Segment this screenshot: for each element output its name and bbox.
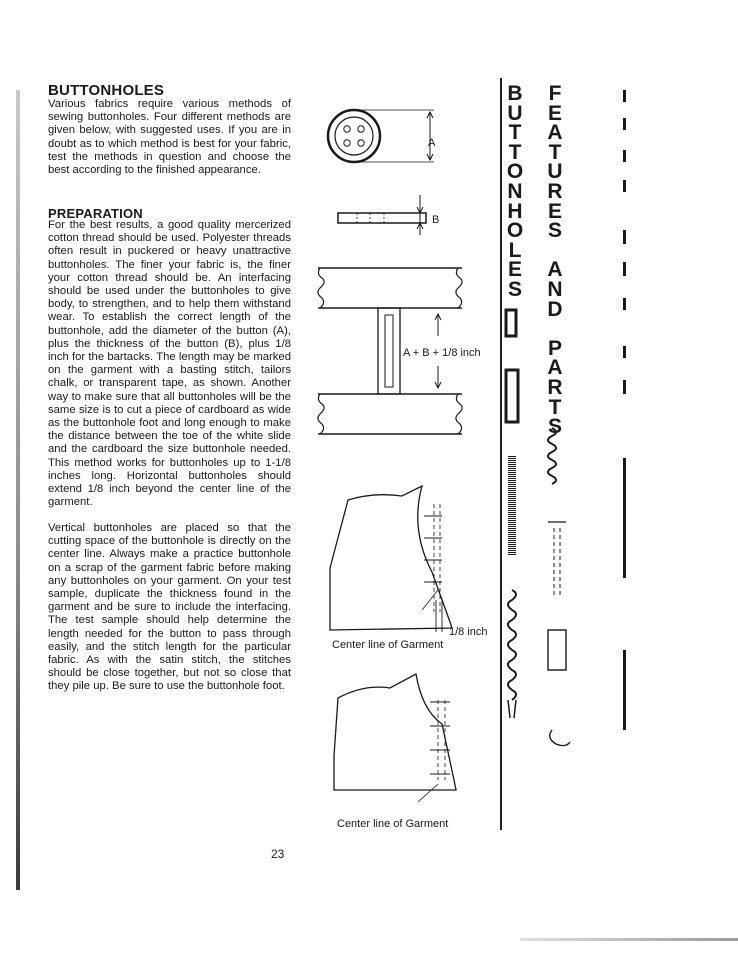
tab-letter: U bbox=[547, 160, 563, 184]
edge-mark bbox=[623, 90, 626, 102]
tab-letter: N bbox=[547, 277, 563, 301]
subsection-title: PREPARATION bbox=[48, 206, 143, 221]
label-b: B bbox=[432, 214, 440, 226]
tab-letter: R bbox=[547, 375, 563, 399]
tab-letter: T bbox=[548, 140, 562, 164]
tab-letter: S bbox=[547, 415, 562, 439]
garment-horizontal-drawing bbox=[330, 486, 452, 632]
tab-letter: R bbox=[547, 179, 563, 203]
tab-letter: T bbox=[508, 140, 522, 164]
tab-buttonholes bbox=[505, 84, 525, 300]
buttonhole-illustration bbox=[312, 100, 497, 820]
edge-mark bbox=[623, 262, 626, 276]
tab-letter: O bbox=[506, 219, 524, 243]
tab-letter: N bbox=[507, 179, 523, 203]
tab-letter: B bbox=[507, 82, 523, 105]
tab-letter: S bbox=[507, 277, 522, 301]
tab-letter: T bbox=[548, 395, 562, 419]
edge-mark bbox=[623, 346, 626, 358]
vertical-paragraph: Vertical buttonholes are placed so that the cutting space of the buttonhole is directly on the center line. Always make a practice buttonhole on a scrap of the garment fabric before making any buttonholes on your garment. On your test sample, duplicate the thickness found in the garment and be sure to include the interfacing. The test sample should help determine the length needed for the button to pass through easily, and the stitch length for the particular fabric. As with the satin stitch, the stitches should be close together, but not so close that they pile up. Be sure to use the buttonhole foot. bbox=[48, 522, 291, 693]
tab-letter: A bbox=[547, 121, 563, 145]
section-title: BUTTONHOLES bbox=[48, 82, 165, 99]
binding-edge bbox=[16, 90, 20, 890]
edge-mark bbox=[623, 118, 626, 130]
button-side-drawing bbox=[338, 195, 426, 235]
preparation-paragraph: For the best results, a good quality mercerized cotton thread should be used. Polyester threads often result in puckered or heavy unattractive buttonholes. The finer your fabric is, the finer your cotton thread should be. An interfacing should be used under the buttonholes to give body, to strengthen, and to help them withstand wear. To establish the correct length of the buttonhole, add the diameter of the button (A), plus the thickness of the button (B), plus 1/8 inch for the bartacks. The length may be marked on the garment with a basting stitch, tailors chalk, or transparent tape, as shown. Another way to make sure that all buttonholes will be the same size is to cut a piece of cardboard as wide as the buttonhole foot and long enough to make the distance between the toe of the white slide and the cardboard the size buttonhole needed. This method works for buttonholes up to 1-1/8 inches long. Horizontal buttonholes should extend 1/8 inch beyond the center line of the garment. bbox=[48, 219, 291, 509]
tab-letter: E bbox=[547, 199, 562, 223]
tab-letter: D bbox=[547, 297, 563, 321]
garment-vertical-drawing bbox=[334, 674, 456, 802]
label-eighth-inch: 1/8 inch bbox=[449, 626, 488, 638]
label-formula: A + B + 1/8 inch bbox=[403, 347, 481, 359]
tab-letter: P bbox=[547, 336, 562, 360]
page-edge-shadow bbox=[520, 938, 738, 941]
tab-letter: T bbox=[508, 121, 522, 145]
tab-letter: S bbox=[547, 219, 562, 243]
intro-paragraph: Various fabrics require various methods of sewing buttonholes. Four different methods are given below, with suggested uses. If you are in doubt as to which method is best for your fabric, test the methods in question and choose the best according to the finished appearance. bbox=[48, 98, 291, 177]
label-a: A bbox=[428, 137, 436, 149]
stitch-samples-illustration bbox=[500, 297, 590, 770]
edge-mark bbox=[623, 180, 626, 192]
edge-mark bbox=[623, 298, 626, 310]
caption-vertical: Center line of Garment bbox=[337, 818, 449, 830]
tab-letter: E bbox=[547, 101, 562, 125]
edge-mark bbox=[623, 650, 626, 730]
edge-mark bbox=[623, 150, 626, 162]
tab-letter: E bbox=[507, 258, 522, 282]
page-number: 23 bbox=[271, 847, 285, 861]
tab-letter: O bbox=[506, 160, 524, 184]
tab-letter: L bbox=[508, 238, 522, 262]
edge-mark bbox=[623, 380, 626, 394]
caption-horizontal: Center line of Garment bbox=[332, 639, 444, 651]
tab-letter: U bbox=[507, 101, 523, 125]
tab-letter: F bbox=[548, 82, 562, 105]
tab-letter: A bbox=[547, 258, 563, 282]
tab-letter: H bbox=[507, 199, 523, 223]
button-face-drawing bbox=[328, 110, 434, 162]
tab-letter: A bbox=[547, 356, 563, 380]
edge-mark bbox=[623, 458, 626, 578]
edge-mark bbox=[623, 230, 626, 244]
